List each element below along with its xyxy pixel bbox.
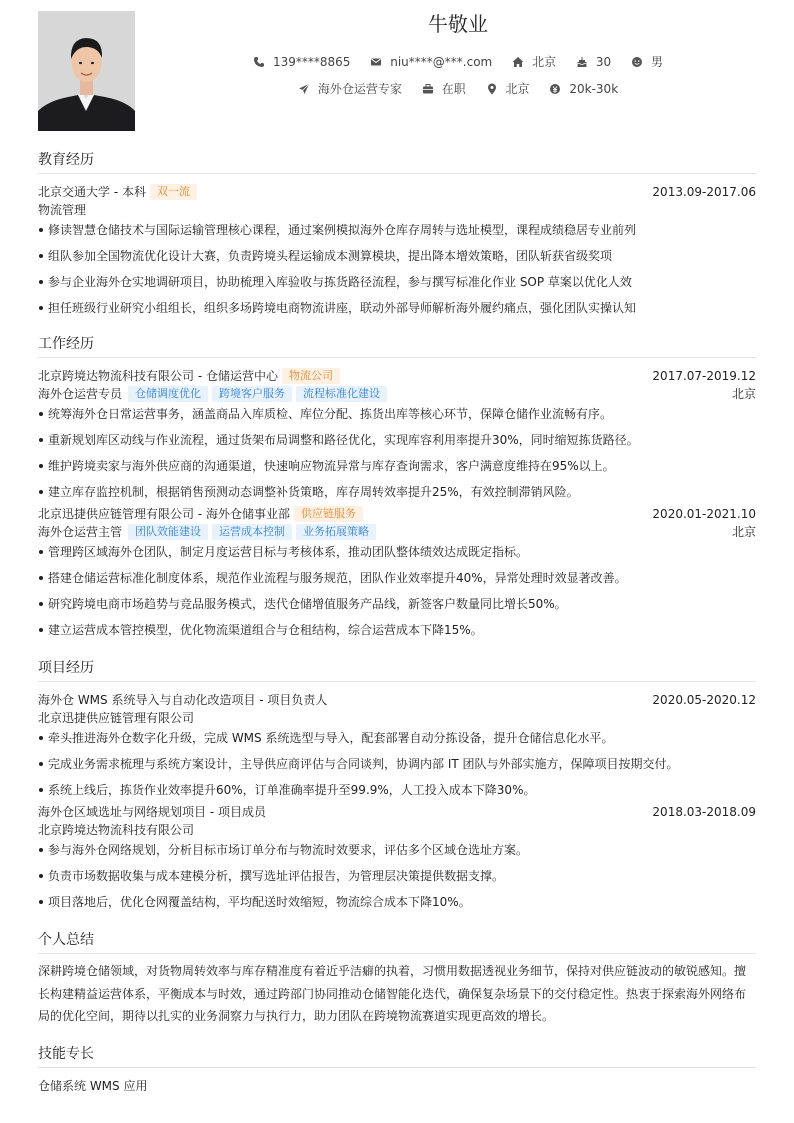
list-item: 管理跨区域海外仓团队，制定月度运营目标与考核体系，推动团队整体绩效达成既定指标。 (38, 543, 756, 561)
skill-tag: 运营成本控制 (212, 524, 292, 540)
list-item: 完成业务需求梳理与系统方案设计，主导供应商评估与合同谈判，协调内部 IT 团队与外部实施方，保障项目按期交付。 (38, 755, 756, 773)
list-item: 研究跨境电商市场趋势与竞品服务模式，迭代仓储增值服务产品线，新签客户数量同比增长50%。 (38, 595, 756, 613)
list-item: 维护跨境卖家与海外供应商的沟通渠道，快速响应物流异常与库存查询需求，客户满意度维持在95%以上。 (38, 457, 756, 475)
education-header (38, 183, 756, 201)
email-info (370, 55, 492, 69)
summary-section (38, 929, 756, 1028)
salary-info (549, 82, 618, 96)
target-job-info (298, 80, 402, 97)
job-date: 2020.01-2021.10 (652, 507, 756, 521)
gender-info (631, 53, 663, 70)
project-name-role: 海外仓区域选址与网络规划项目 - 项目成员 (38, 805, 266, 819)
age-info (576, 55, 611, 69)
send-icon (298, 83, 310, 95)
project-list (38, 729, 756, 799)
job-position: 海外仓运营主管 (38, 525, 123, 539)
major-text: 物流管理 (38, 203, 87, 217)
project-company-text: 北京迅捷供应链管理有限公司 (38, 711, 195, 725)
city-info (512, 53, 556, 70)
mail-icon (370, 56, 382, 68)
skill-tag: 流程标准化建设 (296, 386, 387, 402)
list-item: 建立运营成本管控模型，优化物流渠道组合与仓租结构，综合运营成本下降15%。 (38, 621, 756, 639)
section-title: 个人总结 (38, 929, 756, 954)
age-text: 30 (595, 55, 612, 69)
project-header (38, 803, 756, 821)
list-item: 建立库存监控机制，根据销售预测动态调整补货策略，库存周转效率提升25%，有效控制滞销风险。 (38, 483, 756, 501)
list-item: 参与海外仓网络规划，分析目标市场订单分布与物流时效要求，评估多个区域仓选址方案。 (38, 841, 756, 859)
work-section (38, 333, 756, 639)
status-info (422, 80, 466, 97)
job-subheader (38, 385, 756, 403)
skill-tag: 业务拓展策略 (296, 524, 376, 540)
job-location: 北京 (731, 387, 756, 401)
portrait-image (38, 11, 135, 131)
email-text: niu****@***.com (390, 55, 493, 69)
section-title: 教育经历 (38, 149, 756, 174)
project-company-text: 北京跨境达物流科技有限公司 (38, 823, 195, 837)
project-header (38, 691, 756, 709)
company-tag: 供应链服务 (294, 506, 363, 522)
company-dept: 北京跨境达物流科技有限公司 - 仓储运营中心 (38, 369, 278, 383)
school-tag: 双一流 (150, 184, 197, 200)
job-location: 北京 (731, 525, 756, 539)
target-job-text: 海外仓运营专家 (317, 82, 402, 96)
gender-text: 男 (651, 55, 664, 69)
cake-icon (576, 56, 588, 68)
location-icon (486, 83, 498, 95)
job-header (38, 367, 756, 385)
project-list (38, 841, 756, 911)
money-icon (549, 83, 561, 95)
job-intention-row (138, 80, 778, 97)
education-date: 2013.09-2017.06 (652, 185, 756, 199)
skills-section (38, 1043, 756, 1095)
job-date: 2017.07-2019.12 (652, 369, 756, 383)
gender-icon (631, 56, 643, 68)
project-date: 2020.05-2020.12 (652, 693, 756, 707)
phone-text: 139****8865 (272, 55, 351, 69)
section-title: 工作经历 (38, 333, 756, 358)
list-item: 搭建仓储运营标准化制度体系，规范作业流程与服务规范，团队作业效率提升40%，异常处理时效显著改善。 (38, 569, 756, 587)
list-item: 重新规划库区动线与作业流程，通过货架布局调整和路径优化，实现库容利用率提升30%，同时缩短拣货路径。 (38, 431, 756, 449)
summary-line: 深耕跨境仓储领域，对货物周转效率与库存精准度有着近乎洁癖的执着，习惯用数据透视业务细节，保持对供应链波动的敏锐感知。擅 (38, 964, 747, 978)
home-icon (512, 56, 524, 68)
summary-line: 长构建精益运营体系，平衡成本与时效，通过跨部门协同推动仓储智能化迭代，确保复杂场景下的交付稳定性。热衷于探索海外网络布 (38, 986, 747, 1001)
summary-line: 局的优化空间，期待以扎实的业务洞察力与执行力，助力团队在跨境物流赛道实现更高效的增长。 (38, 1009, 555, 1023)
job-header (38, 505, 756, 523)
projects-section (38, 657, 756, 911)
skill-tag: 团队效能建设 (128, 524, 208, 540)
list-item: 系统上线后，拣货作业效率提升60%，订单准确率提升至99.9%，人工投入成本下降30%。 (38, 781, 756, 799)
phone-info (253, 55, 350, 69)
company-tag: 物流公司 (282, 368, 340, 384)
status-text: 在职 (441, 82, 466, 96)
list-item: 担任班级行业研究小组组长，组织多场跨境电商物流讲座，联动外部导师解析海外履约痛点，强化团队实操认知 (38, 299, 756, 317)
phone-icon (253, 56, 265, 68)
list-item: 组队参加全国物流优化设计大赛，负责跨境头程运输成本测算模块，提出降本增效策略，团队斩获省级奖项 (38, 247, 756, 265)
company-dept: 北京迅捷供应链管理有限公司 - 海外仓储事业部 (38, 507, 290, 521)
summary-text (38, 960, 756, 1028)
project-date: 2018.03-2018.09 (652, 805, 756, 819)
city-text: 北京 (532, 55, 557, 69)
job-duties-list (38, 543, 756, 639)
project-company (38, 709, 756, 727)
contact-info-row (138, 53, 778, 70)
project-company (38, 821, 756, 839)
list-item: 负责市场数据收集与成本建模分析，撰写选址评估报告，为管理层决策提供数据支撑。 (38, 867, 756, 885)
education-major (38, 201, 756, 219)
salary-text: 20k-30k (569, 82, 619, 96)
skill-tag: 仓储调度优化 (128, 386, 208, 402)
profile-photo (38, 11, 135, 131)
list-item: 统筹海外仓日常运营事务，涵盖商品入库质检、库位分配、拣货出库等核心环节，保障仓储作业流畅有序。 (38, 405, 756, 423)
job-subheader (38, 523, 756, 541)
candidate-name: 牛敬业 (428, 12, 488, 36)
project-name-role: 海外仓 WMS 系统导入与自动化改造项目 - 项目负责人 (38, 693, 328, 707)
briefcase-icon (422, 83, 434, 95)
school-degree: 北京交通大学 - 本科 (38, 185, 146, 199)
list-item: 项目落地后，优化仓网覆盖结构，平均配送时效缩短，物流综合成本下降10%。 (38, 893, 756, 911)
skill-tag: 跨境客户服务 (212, 386, 292, 402)
education-section (38, 149, 756, 317)
list-item: 参与企业海外仓实地调研项目，协助梳理入库验收与拣货路径流程，参与撰写标准化作业 SOP 草案以优化人效 (38, 273, 756, 291)
list-item: 修读智慧仓储技术与国际运输管理核心课程，通过案例模拟海外仓库存周转与选址模型，课程成绩稳居专业前列 (38, 221, 756, 239)
education-list (38, 221, 756, 317)
job-position: 海外仓运营专员 (38, 387, 123, 401)
section-title: 技能专长 (38, 1043, 756, 1068)
target-city-info (486, 80, 530, 97)
skills-text: 仓储系统 WMS 应用 (38, 1079, 148, 1093)
section-title: 项目经历 (38, 657, 756, 682)
target-city-text: 北京 (505, 82, 530, 96)
job-duties-list (38, 405, 756, 501)
list-item: 牵头推进海外仓数字化升级，完成 WMS 系统选型与导入，配套部署自动分拣设备，提升仓储信息化水平。 (38, 729, 756, 747)
